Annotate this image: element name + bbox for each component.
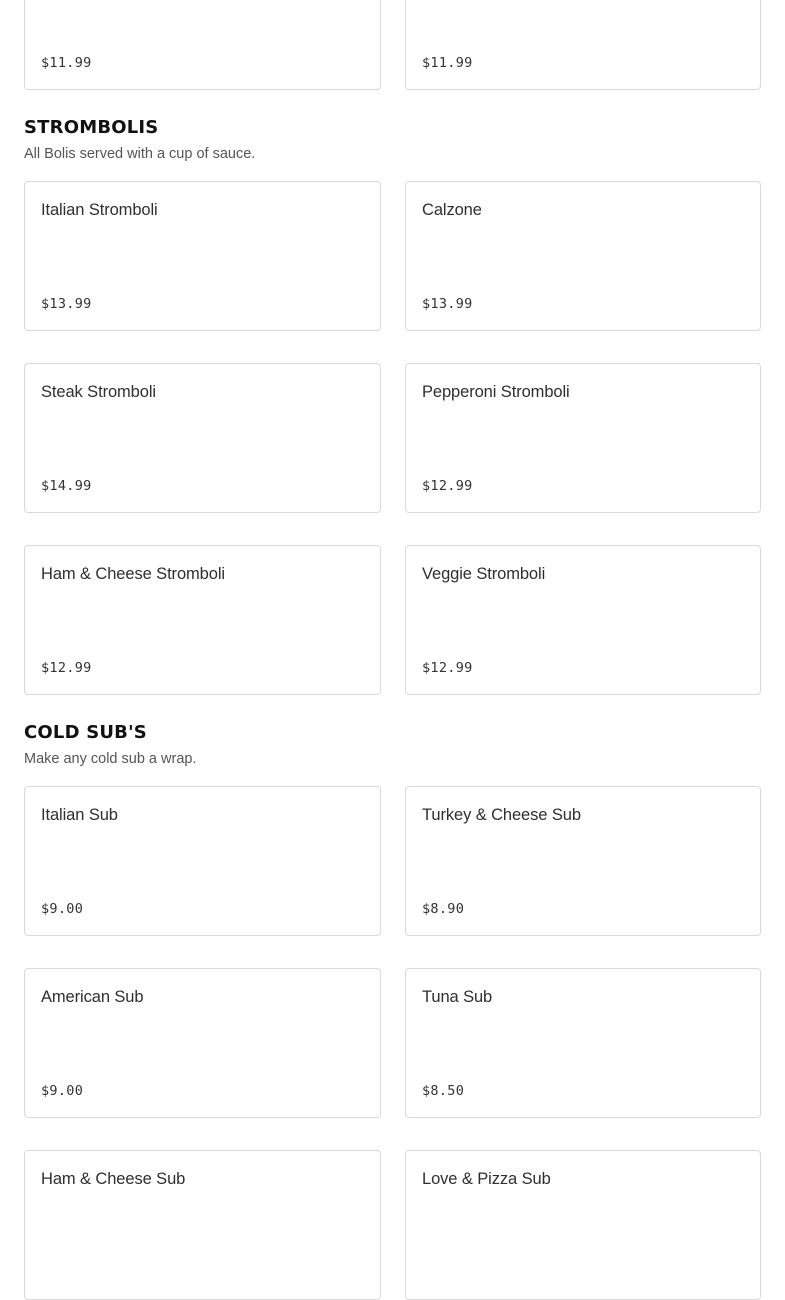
menu-grid [24, 786, 761, 1300]
section-title: COLD SUB'S [24, 722, 147, 743]
menu-item-card[interactable] [405, 786, 761, 936]
menu-item-name: Ham & Cheese Stromboli [41, 565, 225, 583]
menu-item-price: $9.00 [41, 901, 84, 917]
menu-item-card[interactable] [405, 968, 761, 1118]
menu-item-name: Love & Pizza Sub [422, 1170, 551, 1188]
menu-item-price: $11.99 [422, 55, 473, 71]
menu-item-name: Italian Sub [41, 806, 118, 824]
menu-item-card[interactable] [24, 181, 381, 331]
menu-item-price: $9.00 [41, 1083, 84, 1099]
menu-item-card[interactable] [405, 181, 761, 331]
menu-item-name: Ham & Cheese Sub [41, 1170, 186, 1188]
menu-item-card[interactable] [24, 1150, 381, 1300]
section-cold-subs [24, 722, 761, 1300]
menu-item-card[interactable] [405, 363, 761, 513]
menu-item-name: American Sub [41, 988, 144, 1006]
menu-page [24, 0, 761, 1300]
menu-item-price: $8.90 [422, 901, 465, 917]
menu-item-card[interactable] [405, 0, 761, 90]
menu-grid-previous [24, 0, 761, 90]
menu-item-card[interactable] [24, 545, 381, 695]
menu-item-name: Turkey & Cheese Sub [422, 806, 581, 824]
menu-item-card[interactable] [24, 968, 381, 1118]
menu-item-name: Pepperoni Stromboli [422, 383, 570, 401]
menu-item-card[interactable] [405, 1150, 761, 1300]
menu-item-price: $12.99 [41, 660, 92, 676]
menu-item-price: $11.99 [41, 55, 92, 71]
section-title: STROMBOLIS [24, 117, 159, 138]
menu-grid [24, 181, 761, 695]
menu-item-price: $13.99 [41, 296, 92, 312]
section-strombolis [24, 117, 761, 695]
menu-item-price: $13.99 [422, 296, 473, 312]
menu-item-name: Calzone [422, 201, 482, 219]
menu-item-card[interactable] [405, 545, 761, 695]
section-description: Make any cold sub a wrap. [24, 751, 197, 767]
menu-item-name: Veggie Stromboli [422, 565, 546, 583]
menu-item-card[interactable] [24, 786, 381, 936]
menu-item-price: $14.99 [41, 478, 92, 494]
menu-item-name: Italian Stromboli [41, 201, 158, 219]
menu-item-card[interactable] [24, 363, 381, 513]
menu-item-name: Steak Stromboli [41, 383, 156, 401]
section-description: All Bolis served with a cup of sauce. [24, 146, 256, 162]
menu-item-price: $12.99 [422, 660, 473, 676]
menu-item-price: $8.50 [422, 1083, 465, 1099]
menu-item-card[interactable] [24, 0, 381, 90]
menu-item-name: Tuna Sub [422, 988, 493, 1006]
menu-item-price: $12.99 [422, 478, 473, 494]
